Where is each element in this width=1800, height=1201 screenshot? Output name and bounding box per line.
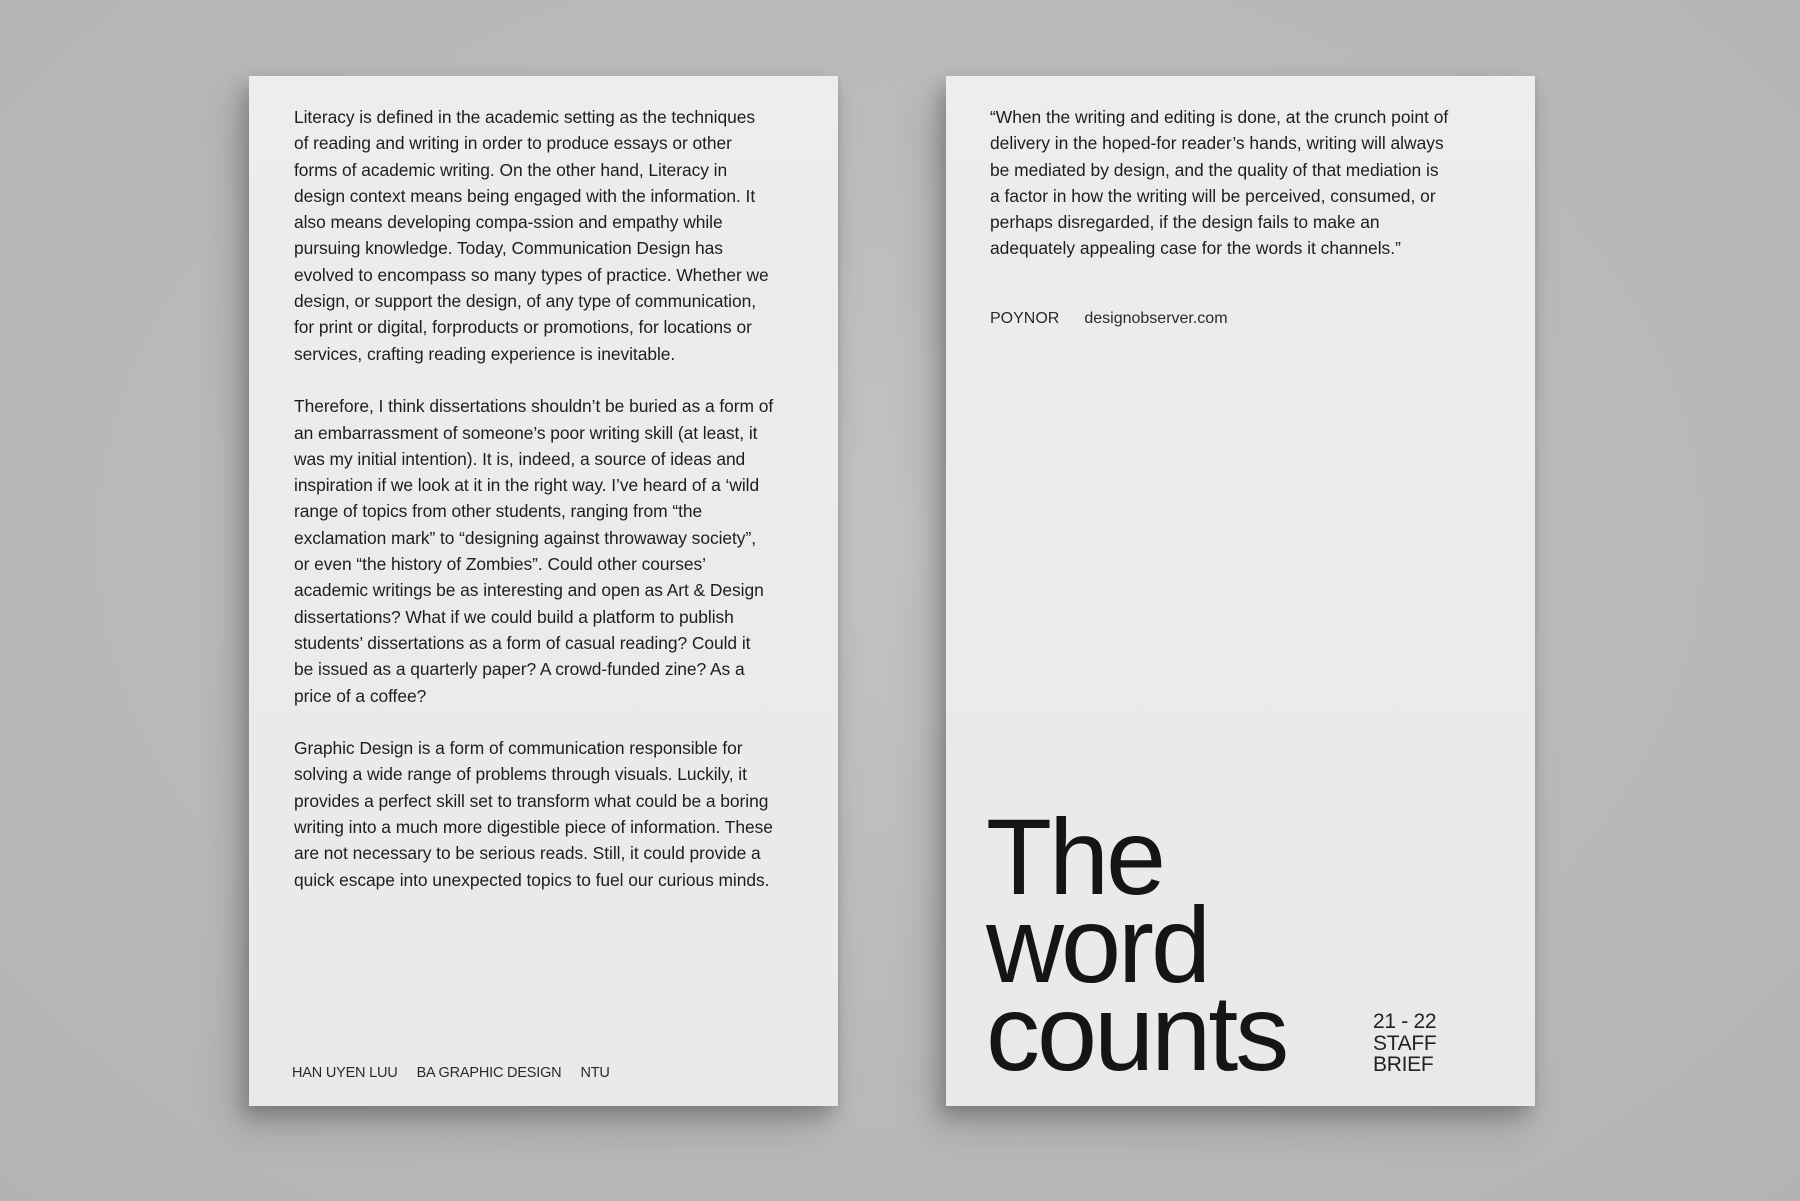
author-name: HAN UYEN LUU [292, 1065, 398, 1081]
issue-label-staff: STAFF [1373, 1031, 1437, 1055]
essay-text [294, 104, 774, 919]
quote-source [990, 310, 1228, 328]
essay-paragraph-1: Literacy is defined in the academic setting as the techniques of reading and writing in order to produce essays or other forms of academic writing. On the other hand, Literacy in design context means being engaged with the information. It also means developing compa-ssion and empathy while pursuing knowledge. Today, Communication Design has evolved to encompass so many types of practice. Whether we design, or support the design, of any type of communication, for print or digital, forproducts or promotions, for locations or services, crafting reading experience is inevitable. [294, 107, 769, 364]
issue-meta [1373, 1011, 1436, 1076]
title-line-2: word [986, 884, 1209, 1005]
school-name: NTU [580, 1065, 610, 1081]
left-card [249, 76, 838, 1106]
source-website: designobserver.com [1084, 310, 1228, 327]
issue-label-brief: BRIEF [1373, 1053, 1434, 1076]
pull-quote: “When the writing and editing is done, at the crunch point of delivery in the hoped-for reader’s hands, writing will always be mediated by design, and the quality of that mediation is a factor in how the writing will be perceived, consumed, or perhaps disregarded, if the design fails to make an adequately appealing case for the words it channels.” [990, 107, 1449, 259]
title-line-1: The [986, 796, 1164, 917]
source-author: POYNOR [990, 310, 1060, 327]
essay-paragraph-3: Graphic Design is a form of communication responsible for solving a wide range of problems through visuals. Luckily, it provides a perfect skill set to transform what could be a boring writing into a much more digestible piece of information. These are not necessary to be serious reads. Still, it could provide a quick escape into unexpected topics to fuel our curious minds. [294, 738, 773, 890]
issue-year: 21 - 22 [1373, 1010, 1437, 1033]
essay-paragraph-2: Therefore, I think dissertations shouldn’t be buried as a form of an embarrassment of someone’s poor writing skill (at least, it was my initial intention). It is, indeed, a source of ideas and inspiration if we look at it in the right way. I’ve heard of a ‘wild range of topics from other students, ranging from “the exclamation mark” to “designing against throwaway society”, or even “the history of Zombies”. Could other courses’ academic writings be as interesting and open as Art & Design dissertations? What if we could build a platform to publish students’ dissertations as a form of casual reading? Could it be issued as a quarterly paper? A crowd-funded zine? As a price of a coffee? [294, 396, 774, 706]
title-line-3: counts [986, 972, 1287, 1093]
course-name: BA GRAPHIC DESIGN [416, 1065, 562, 1081]
right-card [946, 76, 1535, 1106]
cover-title [986, 796, 1287, 1093]
credits-footer [292, 1065, 610, 1081]
